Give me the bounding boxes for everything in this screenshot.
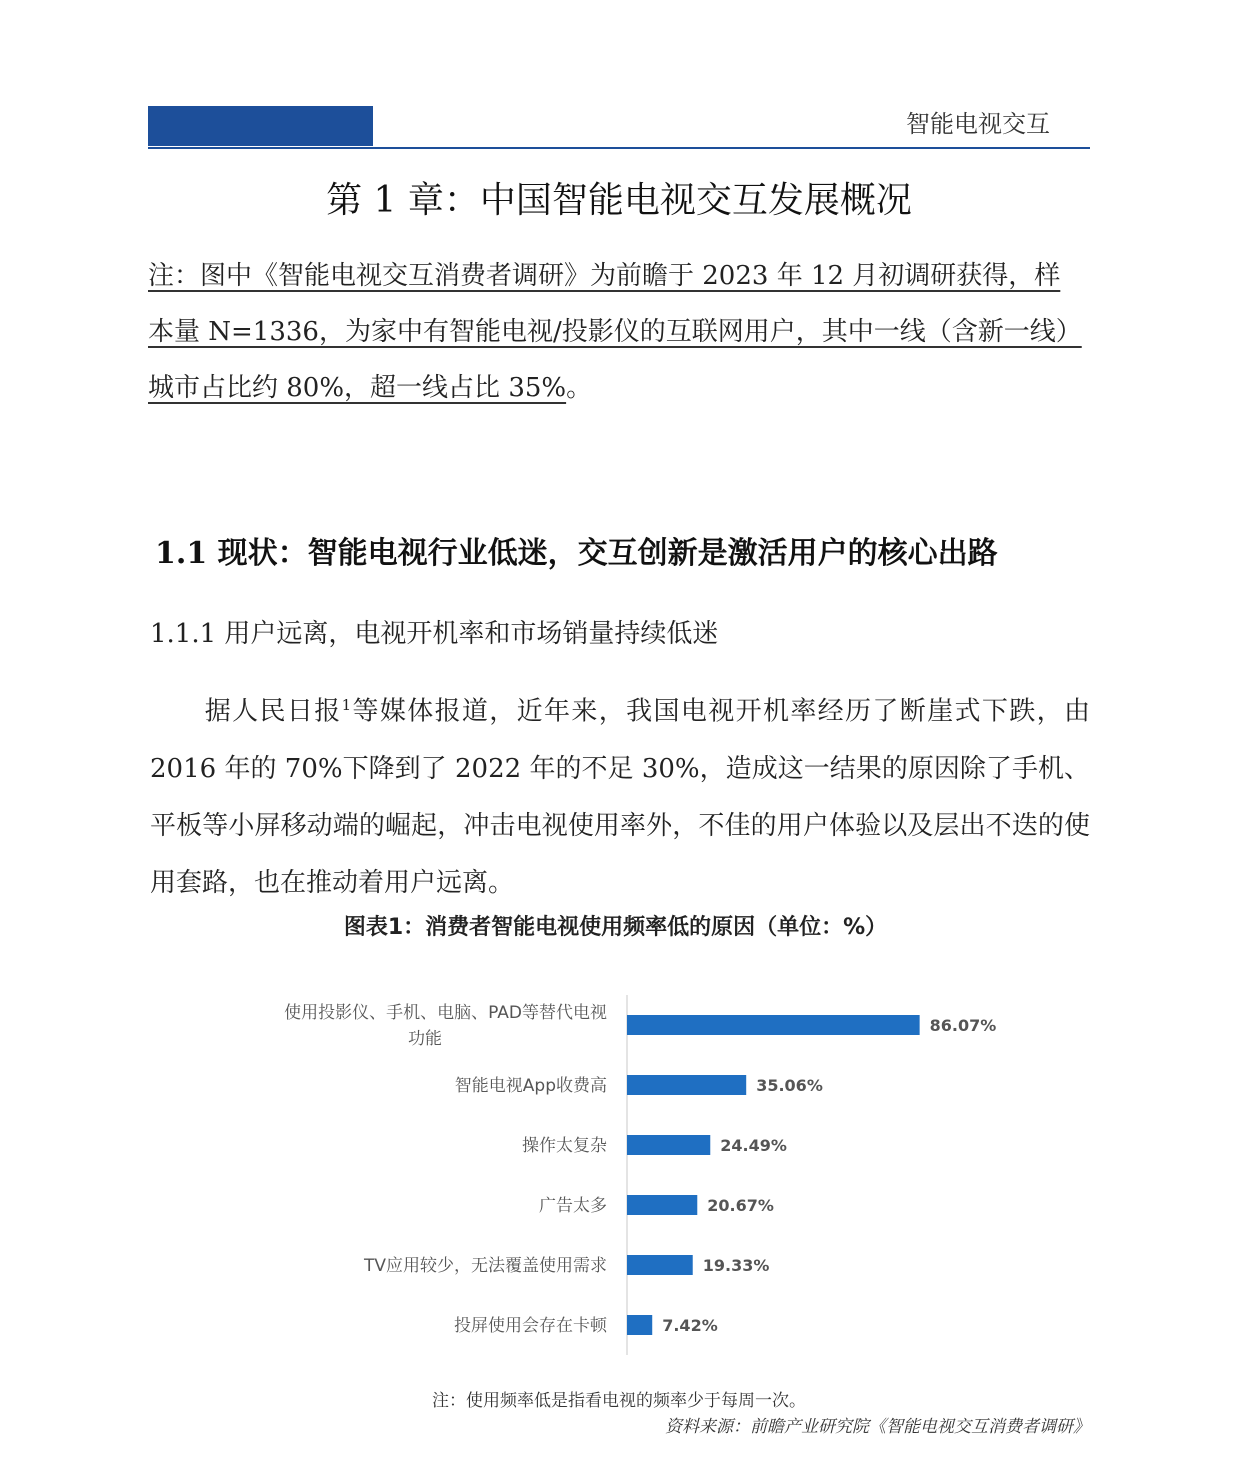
bar bbox=[627, 1075, 746, 1095]
header-logo bbox=[148, 106, 373, 146]
survey-note-end: 。 bbox=[566, 373, 593, 403]
category-label: 操作太复杂 bbox=[522, 1136, 607, 1156]
figure-note: 注：使用频率低是指看电视的频率少于每周一次。 bbox=[432, 1391, 806, 1411]
data-label: 20.67% bbox=[707, 1196, 774, 1215]
category-label: 投屏使用会存在卡顿 bbox=[454, 1316, 607, 1336]
category-label: 广告太多 bbox=[539, 1196, 607, 1216]
figure-source: 资料来源：前瞻产业研究院《智能电视交互消费者调研》 bbox=[665, 1417, 1090, 1437]
bar bbox=[627, 1255, 693, 1275]
survey-note bbox=[148, 248, 1083, 416]
bar bbox=[627, 1135, 710, 1155]
bar bbox=[627, 1315, 652, 1335]
paragraph-rest: 等媒体报道，近年来，我国电视开机率经历了断崖式下跌，由 2016 年的 70%下降到了 2022 年的不足 30%，造成这一结果的原因除了手机、平板等小屏移动端的崛起，冲击电视使用率外，不佳的用户体验以及层出不迭的使用套路，也在推动着用户远离。 bbox=[150, 696, 1090, 898]
header-title: 智能电视交互 bbox=[906, 110, 1050, 138]
figure-title: 图表1：消费者智能电视使用频率低的原因（单位：%） bbox=[343, 915, 888, 940]
category-label: TV应用较少，无法覆盖使用需求 bbox=[363, 1256, 607, 1276]
bar bbox=[627, 1195, 697, 1215]
body-paragraph bbox=[150, 677, 1090, 912]
section-title: 1.1 现状：智能电视行业低迷，交互创新是激活用户的核心出路 bbox=[155, 536, 998, 571]
category-label: 使用投影仪、手机、电脑、PAD等替代电视 bbox=[284, 1003, 607, 1023]
data-label: 86.07% bbox=[929, 1016, 997, 1035]
category-label: 功能 bbox=[408, 1029, 442, 1049]
data-label: 35.06% bbox=[756, 1076, 823, 1095]
footnote-ref[interactable]: 1 bbox=[341, 696, 352, 714]
bar bbox=[627, 1015, 920, 1035]
header-rule bbox=[148, 147, 1090, 149]
category-label: 智能电视App收费高 bbox=[454, 1076, 607, 1096]
data-label: 7.42% bbox=[662, 1316, 718, 1335]
data-label: 19.33% bbox=[702, 1256, 770, 1275]
data-label: 24.49% bbox=[720, 1136, 787, 1155]
bar-chart bbox=[148, 985, 1090, 1370]
survey-note-text: 注：图中《智能电视交互消费者调研》为前瞻于 2023 年 12 月初调研获得，样本量 N=1336，为家中有智能电视/投影仪的互联网用户，其中一线（含新一线）城市占比约 80%，超一线占比 35% bbox=[148, 261, 1082, 403]
subsection-title: 1.1.1 用户远离，电视开机率和市场销量持续低迷 bbox=[150, 619, 719, 649]
paragraph-start: 据人民日报 bbox=[204, 696, 342, 727]
chapter-title: 第 1 章：中国智能电视交互发展概况 bbox=[326, 180, 912, 221]
